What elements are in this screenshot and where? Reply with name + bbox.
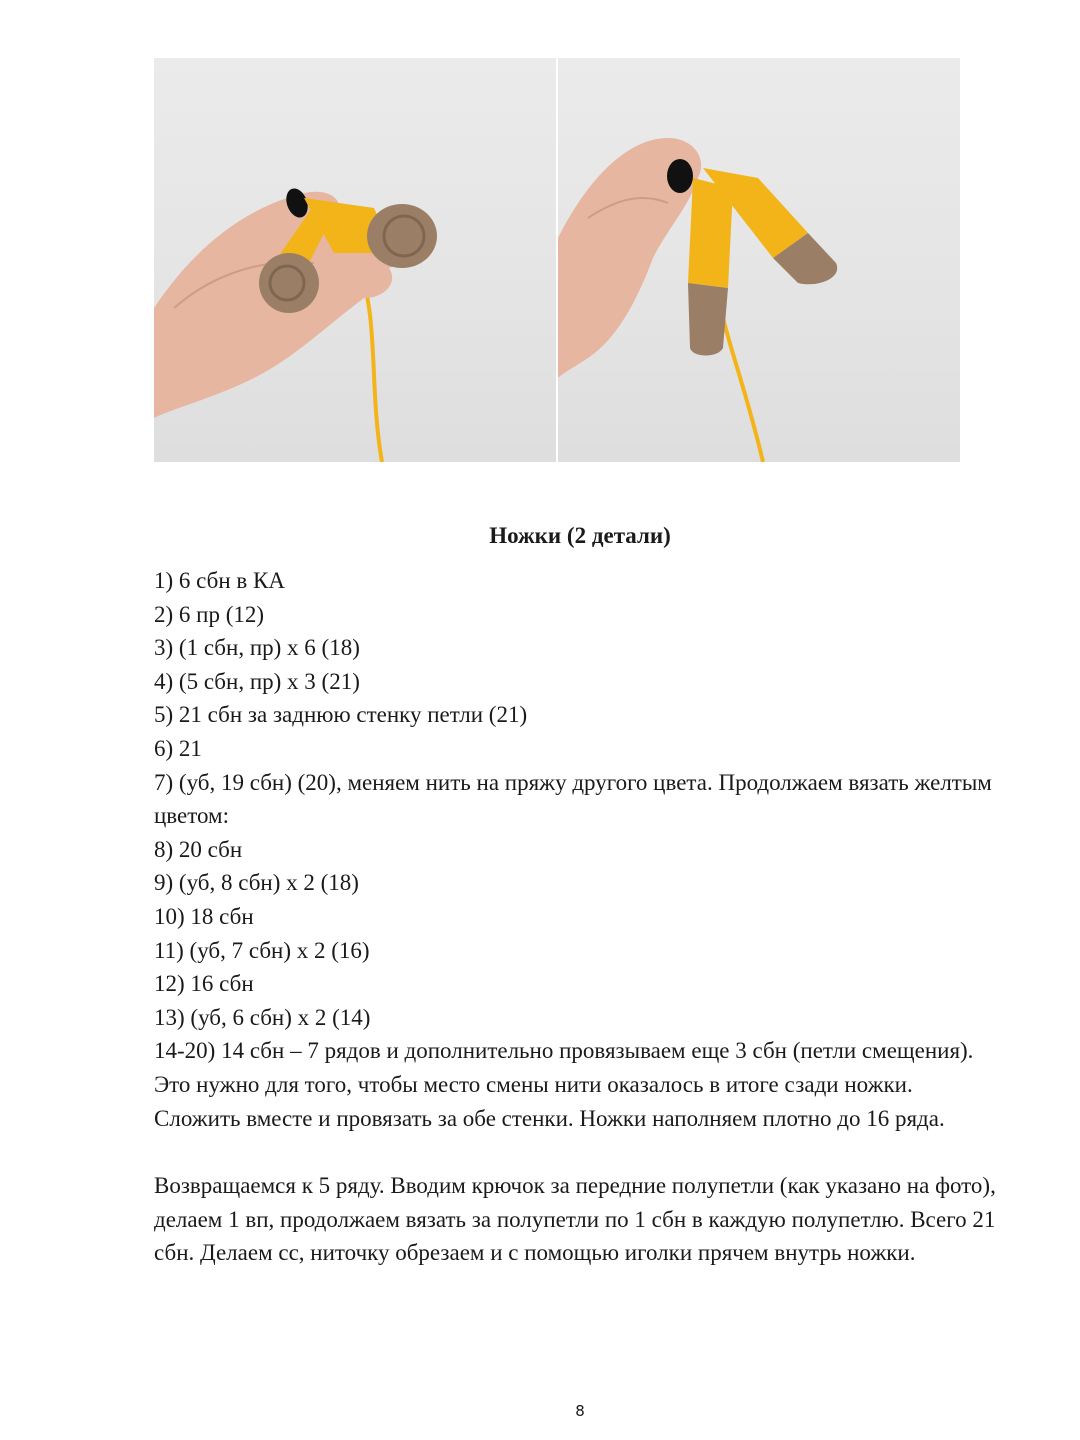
instruction-row: 1) 6 сбн в КА — [154, 568, 285, 593]
instruction-row: 10) 18 сбн — [154, 903, 254, 929]
final-paragraph: Возвращаемся к 5 ряду. Вводим крючок за передние полупетли (как указано на фото), делаем 1 вп, продолжаем вязать за полупетли по 1 сбн в каждую полупетлю. Всего 21 сбн. Делаем сс, ниточку обрезаем и с помощью иголки прячем внутрь ножки. — [154, 1173, 996, 1266]
paragraph-spacer — [154, 1135, 999, 1169]
crochet-legs-photo-1 — [154, 58, 556, 462]
instruction-row: 8) 20 сбн — [154, 836, 243, 862]
instruction-row: 3) (1 сбн, пр) х 6 (18) — [154, 635, 360, 661]
instruction-row: 4) (5 сбн, пр) х 3 (21) — [154, 668, 360, 694]
section-heading: Ножки (2 детали) — [489, 523, 671, 548]
instruction-row: 7) (уб, 19 сбн) (20), меняем нить на пряжу другого цвета. Продолжаем вязать желтым цветом: — [154, 769, 992, 829]
instruction-row: 13) (уб, 6 сбн) х 2 (14) — [154, 1004, 371, 1030]
instruction-row: 9) (уб, 8 сбн) х 2 (18) — [154, 870, 359, 896]
photo-legs-top-view — [154, 58, 556, 462]
photo-legs-side-view — [558, 58, 960, 462]
page-number: 8 — [575, 1402, 585, 1420]
instruction-row: 6) 21 — [154, 735, 202, 761]
instruction-row: Сложить вместе и провязать за обе стенки. Ножки наполняем плотно до 16 ряда. — [154, 1105, 945, 1131]
instruction-row: 5) 21 сбн за заднюю стенку петли (21) — [154, 702, 528, 728]
instruction-row: 12) 16 сбн — [154, 971, 254, 997]
crochet-legs-photo-2 — [558, 58, 960, 462]
instruction-row: 11) (уб, 7 сбн) х 2 (16) — [154, 937, 370, 963]
instruction-row: 2) 6 пр (12) — [154, 601, 265, 627]
instruction-row: 14-20) 14 сбн – 7 рядов и дополнительно провязываем еще 3 сбн (петли смещения). Это нужно для того, чтобы место смены нити оказалось в итоге сзади ножки. — [154, 1038, 974, 1097]
instructions-body — [154, 564, 999, 1270]
